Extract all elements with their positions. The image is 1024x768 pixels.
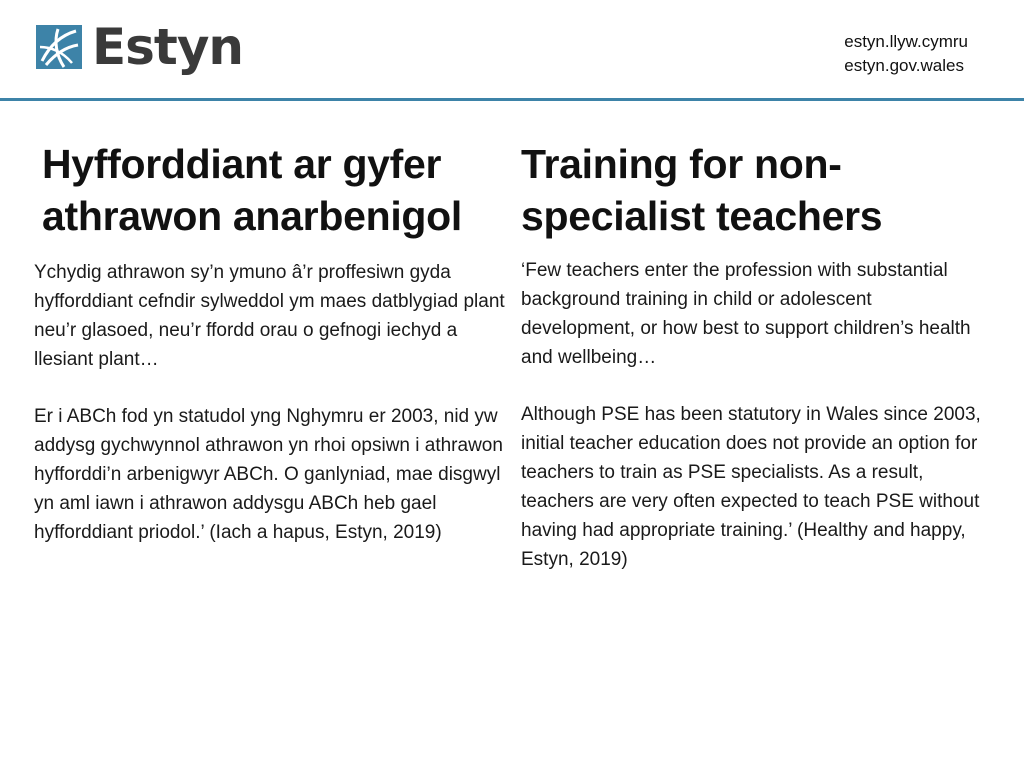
estyn-leaf-logo-icon: [36, 25, 82, 69]
welsh-paragraph: Ychydig athrawon sy’n ymuno â’r proffesiwn gyda hyfforddiant cefndir sylweddol ym maes datblygiad plant neu’r glasoed, neu’r ffordd orau o gefnogi iechyd a llesiant plant…: [34, 262, 505, 370]
english-body: [521, 256, 991, 602]
welsh-title: Hyfforddiant ar gyfer athrawon anarbenigol: [42, 141, 462, 239]
website-urls: [844, 30, 968, 78]
english-paragraph: Although PSE has been statutory in Wales since 2003, initial teacher education does not provide an option for teachers to train as PSE specialists. As a result, teachers are very often expected to teach PSE without having had appropriate training.’ (Healthy and happy, Estyn, 2019): [521, 404, 981, 570]
header-divider: [0, 98, 1024, 101]
url-welsh[interactable]: estyn.llyw.cymru: [844, 32, 968, 51]
welsh-column: [42, 138, 512, 242]
logo-wordmark: Estyn: [92, 18, 244, 76]
header: [0, 0, 1024, 100]
english-title: Training for non-specialist teachers: [521, 141, 883, 239]
welsh-paragraph: Er i ABCh fod yn statudol yng Nghymru er 2003, nid yw addysg gychwynnol athrawon yn rhoi opsiwn i athrawon hyfforddi’n arbenigwyr ABCh. O ganlyniad, mae disgwyl yn aml iawn i athrawon addysgu ABCh heb gael hyfforddiant priodol.’ (Iach a hapus, Estyn, 2019): [34, 406, 503, 543]
estyn-logo: [36, 18, 244, 76]
english-paragraph: ‘Few teachers enter the profession with substantial background training in child or adolescent development, or how best to support children’s health and wellbeing…: [521, 260, 971, 368]
url-english[interactable]: estyn.gov.wales: [844, 56, 964, 75]
welsh-body: [34, 258, 514, 575]
english-column: [521, 138, 991, 242]
